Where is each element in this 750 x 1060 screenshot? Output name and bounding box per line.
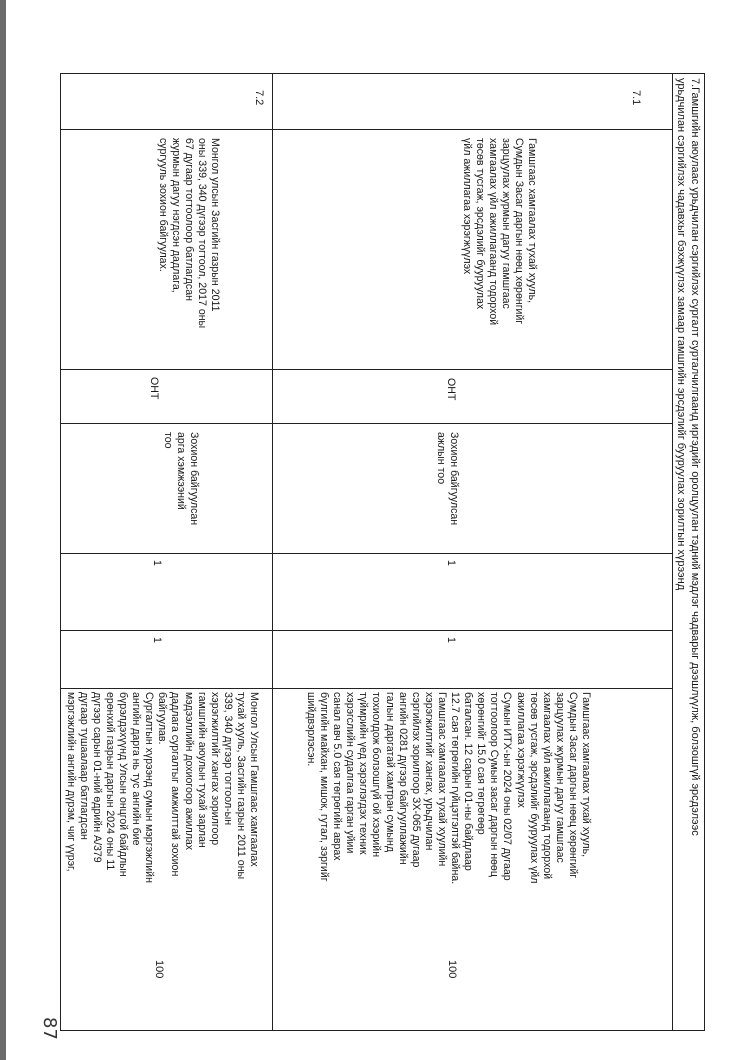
performance-line: тохиолдож болзошгүй ой хээрийн <box>370 692 383 858</box>
performance-line: мэргэжлийн ангийн дүрэм, чиг үүрэг, <box>64 692 77 872</box>
description-line: Сумдын Засаг даргын нөөц хөрөнгийг <box>512 138 525 325</box>
performance-line: бүлгийн майхан, мишок, гутал, зэргийг <box>318 692 331 882</box>
description-line: үйл ажиллагаа хэрэгжүүлэх <box>460 138 473 275</box>
performance-line: бүрэлдэхүүнд Улсын онцгой байдлын <box>117 692 130 877</box>
page-number: 87 <box>38 1017 60 1040</box>
performance-line: сэргийлэх зорилгоор ЗХ-065 дугаар <box>409 692 422 868</box>
performance-line: хөрөнгийг 15.0 сая төгрөгөөр <box>475 692 488 835</box>
performance-line: Монгол Улсын Гамшгаас хамгаалах <box>248 692 260 867</box>
performance-line: 339, 340 дүгээр тогтоол-ын <box>221 692 234 826</box>
performance-line: гамшгийн аюулын тухай зарлан <box>195 692 208 848</box>
performance-line: баталсан. 12 сарын 01-ны байдлаар <box>462 692 475 871</box>
row-7-2-baseline: 1 <box>151 560 163 566</box>
row-7-2-indicator <box>161 432 200 525</box>
performance-line: дүгээр сарын 01-ний өдрийн А/379 <box>90 692 103 863</box>
row-7-1-target: 1 <box>445 637 457 643</box>
row-7-1-description <box>459 138 538 325</box>
performance-line: Гамшгаас хамгаалах тухай хууль, <box>580 692 592 858</box>
indicator-line: тоо <box>161 432 174 449</box>
description-line: Монгол улсын Засгийн газрын 2011 <box>209 138 221 312</box>
description-line: Гамшгаас хамгаалах тухай хууль, <box>526 138 538 304</box>
performance-line: тогтоолоор Сумын засаг даргын нөөц <box>488 692 501 877</box>
performance-line: ангийн дарга нь тус ангийн бие <box>130 692 143 846</box>
performance-line: тухай хууль, Засгийн газрын 2011 оны <box>234 692 247 880</box>
performance-line: зарцуулах журмын дагуу гамшгаас <box>553 692 566 863</box>
row-7-2-performance <box>64 692 260 883</box>
performance-line: ерөнхий газрын даргын 2024 оны 11 <box>103 692 116 871</box>
row-7-1-unit: ОНТ <box>445 378 457 401</box>
performance-line: Сургалтын хүрээнд сумын мэргэжлийн <box>143 692 156 883</box>
performance-line: Сумдын Засаг даргын нөөц хөрөнгийг <box>566 692 579 879</box>
indicator-line: Зохион байгуулсан <box>448 432 460 526</box>
performance-line: 12.7 сая төгрөгийн гүйцэтгэлтэй байна. <box>449 692 462 885</box>
description-line: 67 дугаар тогтоолоор батлагдсан <box>182 138 195 301</box>
row-7-1-number: 7.1 <box>630 90 642 106</box>
performance-line: төсөв тусгаж, эрсдэлийг бууруулах үйл <box>527 692 540 884</box>
row-7-1-indicator <box>434 432 460 525</box>
indicator-line: арга хэмжээний <box>174 432 187 510</box>
description-line: журмын дагуу нэгдсэн дадлага, <box>169 138 182 293</box>
description-line: төсөв тусгаж, эрсдэлийг бууруулах <box>473 138 486 310</box>
row-7-2-unit: ОНТ <box>148 377 160 400</box>
performance-line: дугаар тушаалаар батлагдсан <box>77 692 90 840</box>
performance-line: түймрийн үед хэрэглэгдэх техник <box>357 692 370 855</box>
section-header-line-2: урьдчилан сэргийлэх чадавхыг бэхжүүлэх замаар гамшгийн эрсдэлийг бууруулах зорилтын хүрээнд <box>675 78 687 591</box>
description-line: зарцуулах журмын дагуу гамшгаас <box>499 138 512 309</box>
description-line: сургууль зохион байгуулах. <box>156 138 169 272</box>
performance-line: хэрэгжилтийг хангах зорилгоор <box>208 692 221 846</box>
row-7-1-performance <box>304 692 592 884</box>
performance-line: хамгаалах үйл ажиллагаанд тодорхой <box>540 692 553 880</box>
performance-line: санал авч 5.0 сая төгрөгийн аврах <box>331 692 344 861</box>
row-7-2-description <box>156 138 221 328</box>
description-line: оны 339, 340 дүгээр тогтоол, 2017 оны <box>195 138 208 329</box>
performance-line: ажиллагаа хэрэгжүүлэх <box>514 692 527 808</box>
row-7-2-target: 1 <box>151 637 163 643</box>
performance-line: галын даргатай хамтран сумынд <box>383 692 396 853</box>
performance-line: Гамшгаас хамгаалах тухай хуулийн <box>435 692 448 867</box>
row-7-1-baseline: 1 <box>445 560 457 566</box>
indicator-line: ажлын тоо <box>434 432 447 485</box>
row-7-2-number: 7.2 <box>253 90 265 106</box>
indicator-line: Зохион байгуулсан <box>188 432 200 526</box>
row-7-1-score: 100 <box>446 960 458 979</box>
performance-line: хэрэгслийн судалгаа гарган уйии <box>344 692 357 854</box>
scan-edge <box>0 0 6 1060</box>
performance-line: хэрэгжилтийг хангах, урьдчилан <box>422 692 435 851</box>
row-7-2-score: 100 <box>153 960 165 979</box>
performance-line: шийдвэрлэсэн. <box>305 692 318 767</box>
performance-line: байгуулав. <box>156 692 169 745</box>
description-line: хамгаалах үйл ажиллагаанд тодорхой <box>486 138 499 326</box>
performance-line: мэдээллийн дохиогоор ажиллах <box>182 692 195 851</box>
performance-line: ангийн 0281 дүгээр байгууллажийн <box>396 692 409 865</box>
section-header-line-1: 7.Гамшгийн аюулаас урьдчилан сэргийлэх сургалт сурталчилгаанд иргэдийг оролцуулан тэдний мэдлэг чадварыг дээшлүүлж, болзошгүй эрсдэлээс <box>689 78 701 836</box>
performance-line: дадлага сургалтыг амжилттай зохион <box>169 692 182 877</box>
performance-line: Сумын ИТХ-ын 2024 оны 02/07 дугаар <box>501 692 514 881</box>
